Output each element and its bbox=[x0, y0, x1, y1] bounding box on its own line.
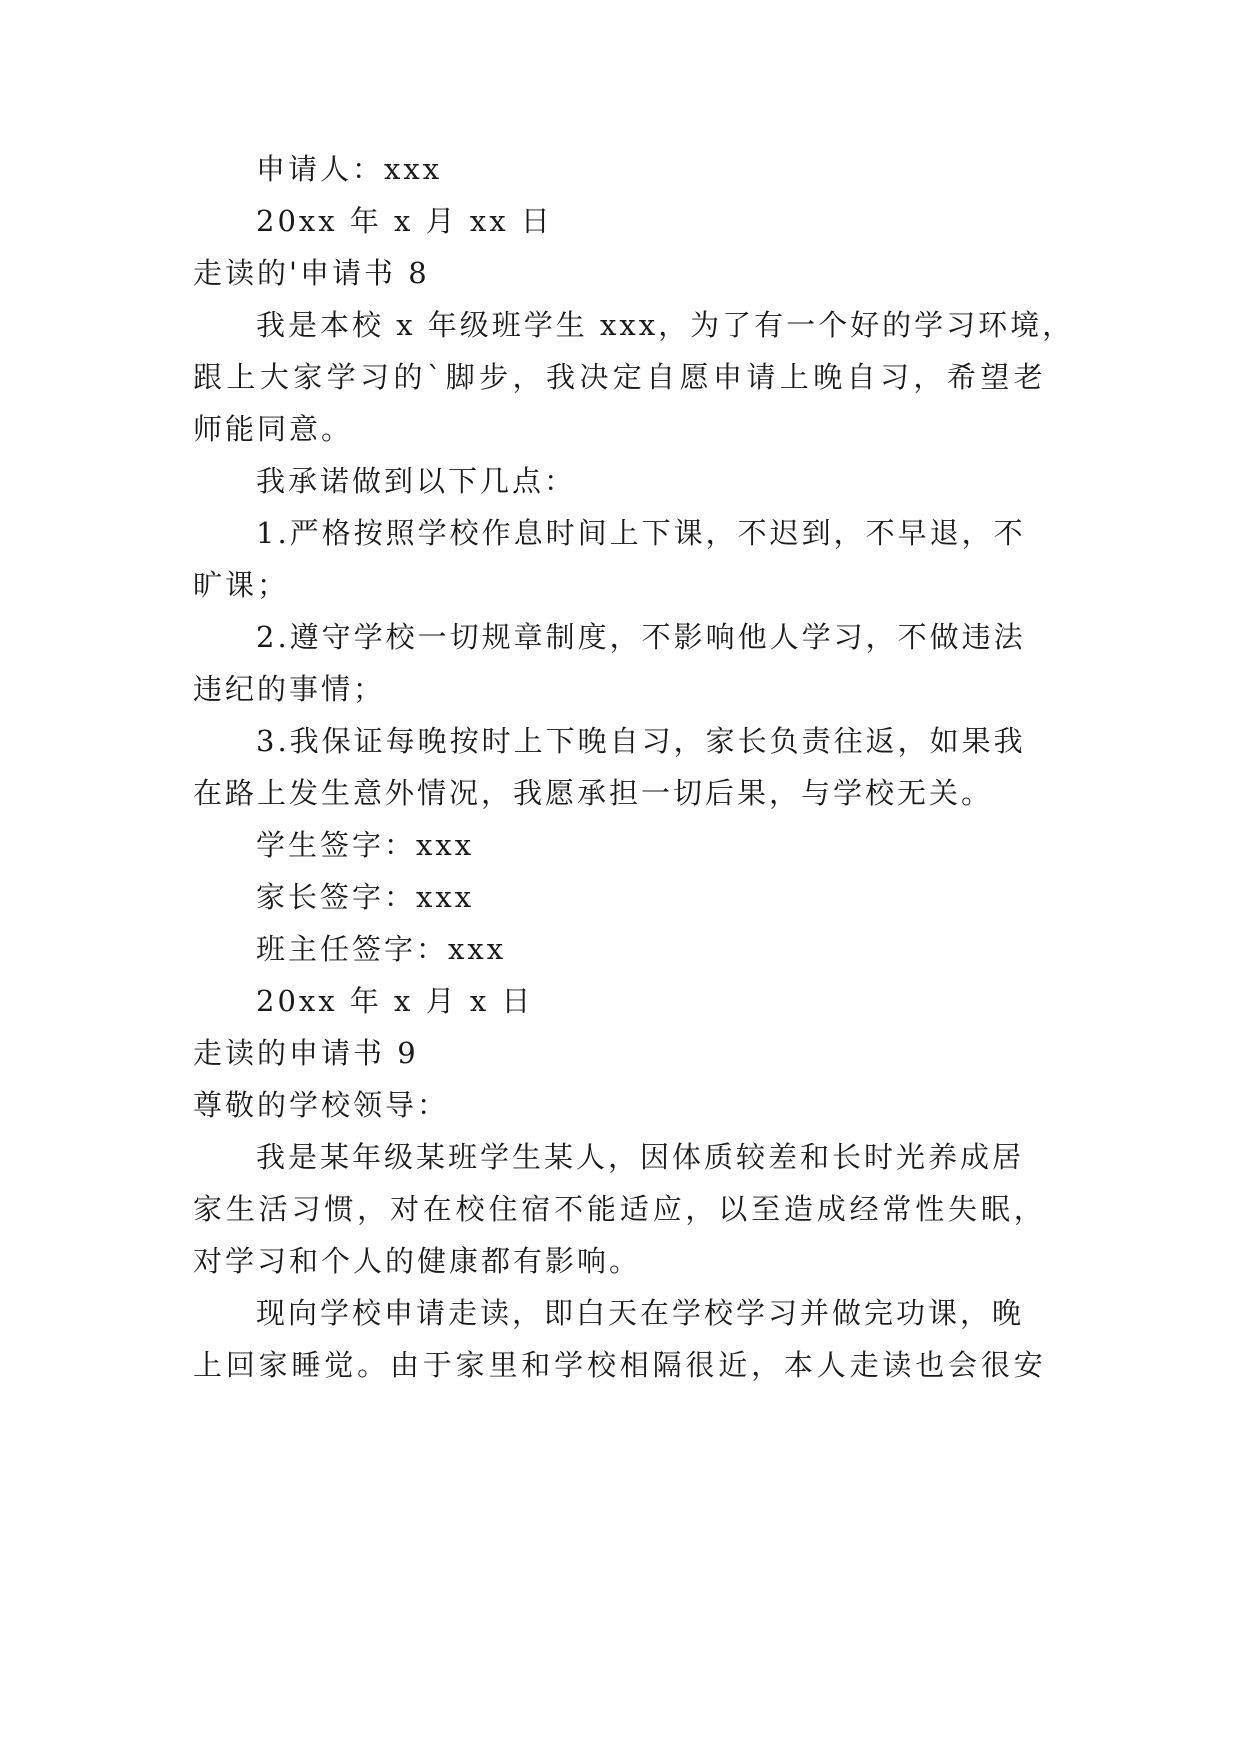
date-line: 20xx 年 x 月 xx 日 bbox=[256, 204, 553, 238]
list-item: 2.遵守学校一切规章制度，不影响他人学习，不做违法 bbox=[256, 620, 1026, 654]
list-item: 1.严格按照学校作息时间上下课，不迟到，不早退，不 bbox=[256, 516, 1026, 550]
teacher-signature: 班主任签字：xxx bbox=[256, 932, 507, 966]
paragraph-line: 我是某年级某班学生某人，因体质较差和长时光养成居 bbox=[256, 1140, 1025, 1174]
list-item-continuation: 在路上发生意外情况，我愿承担一切后果，与学校无关。 bbox=[193, 776, 994, 810]
parent-signature: 家长签字：xxx bbox=[256, 880, 475, 914]
section-heading: 走读的申请书 9 bbox=[193, 1036, 419, 1070]
applicant-signature: 申请人：xxx bbox=[256, 152, 443, 186]
paragraph-line: 我是本校 x 年级班学生 xxx，为了有一个好的学习环境， bbox=[256, 308, 1075, 342]
paragraph-line: 家 生 活 习 惯 ， 对 在 校 住 宿 不 能 适 应 ， 以 至 造 成 经 常 性 失 眠 ， bbox=[193, 1192, 1043, 1226]
paragraph-line: 现向学校申请走读，即白天在学校学习并做完功课，晚 bbox=[256, 1296, 1025, 1330]
list-item-continuation: 违纪的事情； bbox=[193, 672, 386, 706]
promise-intro: 我承诺做到以下几点： bbox=[256, 464, 577, 498]
list-item: 3.我保证每晚按时上下晚自习，家长负责往返，如果我 bbox=[256, 724, 1026, 758]
paragraph-line: 对学习和个人的健康都有影响。 bbox=[193, 1244, 642, 1278]
student-signature: 学生签字：xxx bbox=[256, 828, 475, 862]
paragraph-line: 跟 上 大 家 学 习 的 ` 脚 步 ， 我 决 定 自 愿 申 请 上 晚 自 习 ， 希 望 老 bbox=[193, 360, 1043, 394]
section-heading: 走读的'申请书 8 bbox=[193, 256, 430, 290]
list-item-continuation: 旷课； bbox=[193, 568, 290, 602]
date-line: 20xx 年 x 月 x 日 bbox=[256, 984, 534, 1018]
salutation: 尊敬的学校领导： bbox=[193, 1088, 450, 1122]
paragraph-line: 上 回 家 睡 觉 。 由 于 家 里 和 学 校 相 隔 很 近 ， 本 人 走 读 也 会 很 安 bbox=[193, 1348, 1043, 1382]
paragraph-line: 师能同意。 bbox=[193, 412, 354, 446]
